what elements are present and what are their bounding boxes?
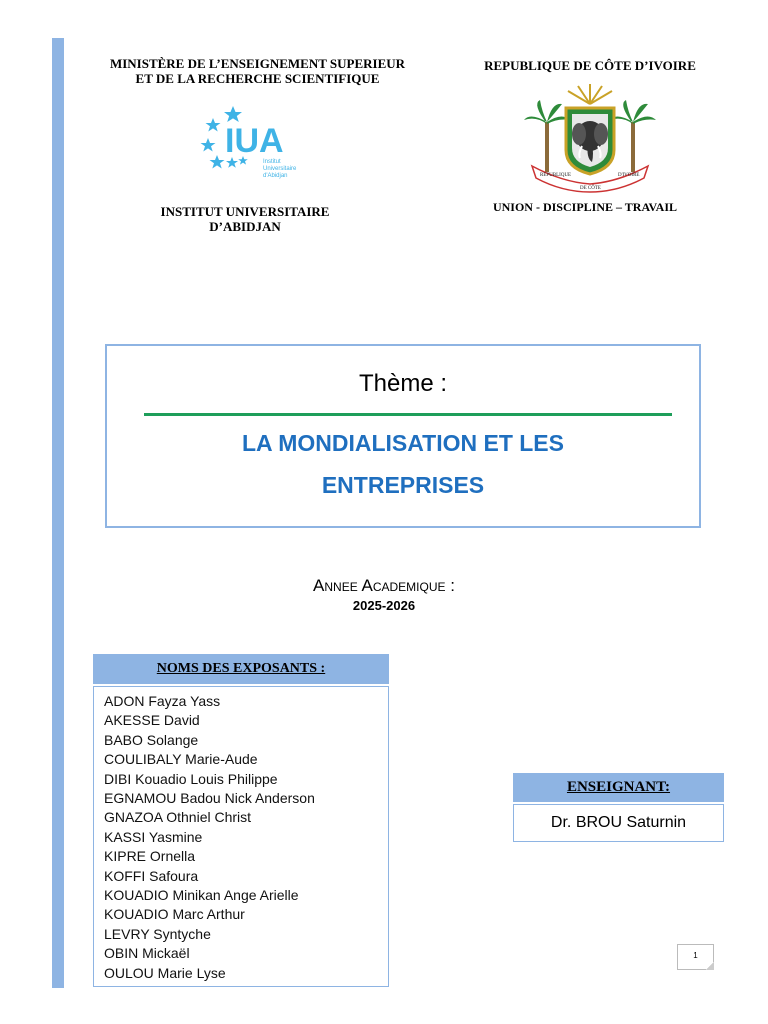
iua-logo	[195, 100, 305, 185]
theme-divider	[144, 413, 672, 416]
page-fold-icon	[706, 962, 714, 970]
theme-box	[105, 344, 701, 528]
theme-title-line-1: LA MONDIALISATION ET LES	[242, 430, 564, 456]
presenters-heading: NOMS DES EXPOSANTS :	[93, 654, 389, 684]
list-item: OBIN Mickaël	[104, 945, 190, 962]
logo-line-3: d'Abidjan	[263, 173, 288, 179]
ribbon-text-right: D'IVOIRE	[618, 173, 640, 178]
institute-name	[140, 204, 350, 234]
logo-line-1: Institut	[263, 159, 281, 165]
ministry-line-2: ET DE LA RECHERCHE SCIENTIFIQUE	[135, 71, 380, 86]
list-item: BABO Solange	[104, 731, 199, 748]
national-motto: UNION - DISCIPLINE – TRAVAIL	[492, 200, 678, 214]
list-item: ADON Fayza Yass	[104, 693, 221, 709]
logo-line-2: Universitaire	[263, 166, 297, 172]
theme-label: Thème :	[358, 370, 448, 397]
theme-title-line-2: ENTREPRISES	[321, 472, 485, 498]
star-icon	[224, 106, 242, 122]
page-number-box	[677, 944, 714, 970]
academic-year-value: 2025-2026	[352, 598, 416, 613]
teacher-heading: ENSEIGNANT:	[513, 773, 724, 802]
list-item: DIBI Kouadio Louis Philippe	[104, 770, 278, 787]
list-item: KOUADIO Minikan Ange Arielle	[104, 887, 299, 904]
ministry-line-1: MINISTÈRE DE L’ENSEIGNEMENT SUPERIEUR	[109, 56, 406, 71]
star-icon	[210, 155, 225, 169]
presenters-list-box	[93, 686, 389, 987]
sun-rays-icon	[568, 84, 612, 104]
ribbon-text-bottom: DE CÔTE	[580, 186, 601, 191]
ribbon-text-left: REPUBLIQUE	[540, 173, 572, 178]
presenters-list	[104, 692, 388, 983]
institute-line-2: D’ABIDJAN	[209, 219, 281, 234]
ministry-heading	[90, 56, 425, 86]
page-number: 1	[693, 951, 698, 960]
list-item: KASSI Yasmine	[104, 828, 203, 845]
theme-title	[147, 422, 659, 506]
right-palm-icon	[610, 100, 656, 172]
institute-line-1: INSTITUT UNIVERSITAIRE	[160, 204, 330, 219]
list-item: KOFFI Safoura	[104, 867, 199, 884]
list-item: COULIBALY Marie-Aude	[104, 751, 258, 768]
list-item: KOUADIO Marc Arthur	[104, 906, 245, 923]
list-item: KIPRE Ornella	[104, 848, 196, 865]
logo-acronym: IUA	[225, 122, 284, 160]
list-item: GNAZOA Othniel Christ	[104, 809, 252, 826]
list-item: AKESSE David	[104, 712, 200, 729]
star-icon	[201, 138, 216, 152]
coat-of-arms-emblem	[522, 82, 658, 194]
star-icon	[206, 118, 221, 132]
list-item: OULOU Marie Lyse	[104, 964, 226, 981]
left-palm-icon	[524, 100, 570, 172]
left-accent-bar	[52, 38, 64, 988]
list-item: EGNAMOU Badou Nick Anderson	[104, 790, 315, 807]
republic-heading: REPUBLIQUE DE CÔTE D’IVOIRE	[484, 58, 696, 73]
academic-year-label: Annee Academique :	[313, 576, 455, 595]
teacher-name: Dr. BROU Saturnin	[513, 804, 724, 842]
list-item: LEVRY Syntyche	[104, 925, 211, 942]
